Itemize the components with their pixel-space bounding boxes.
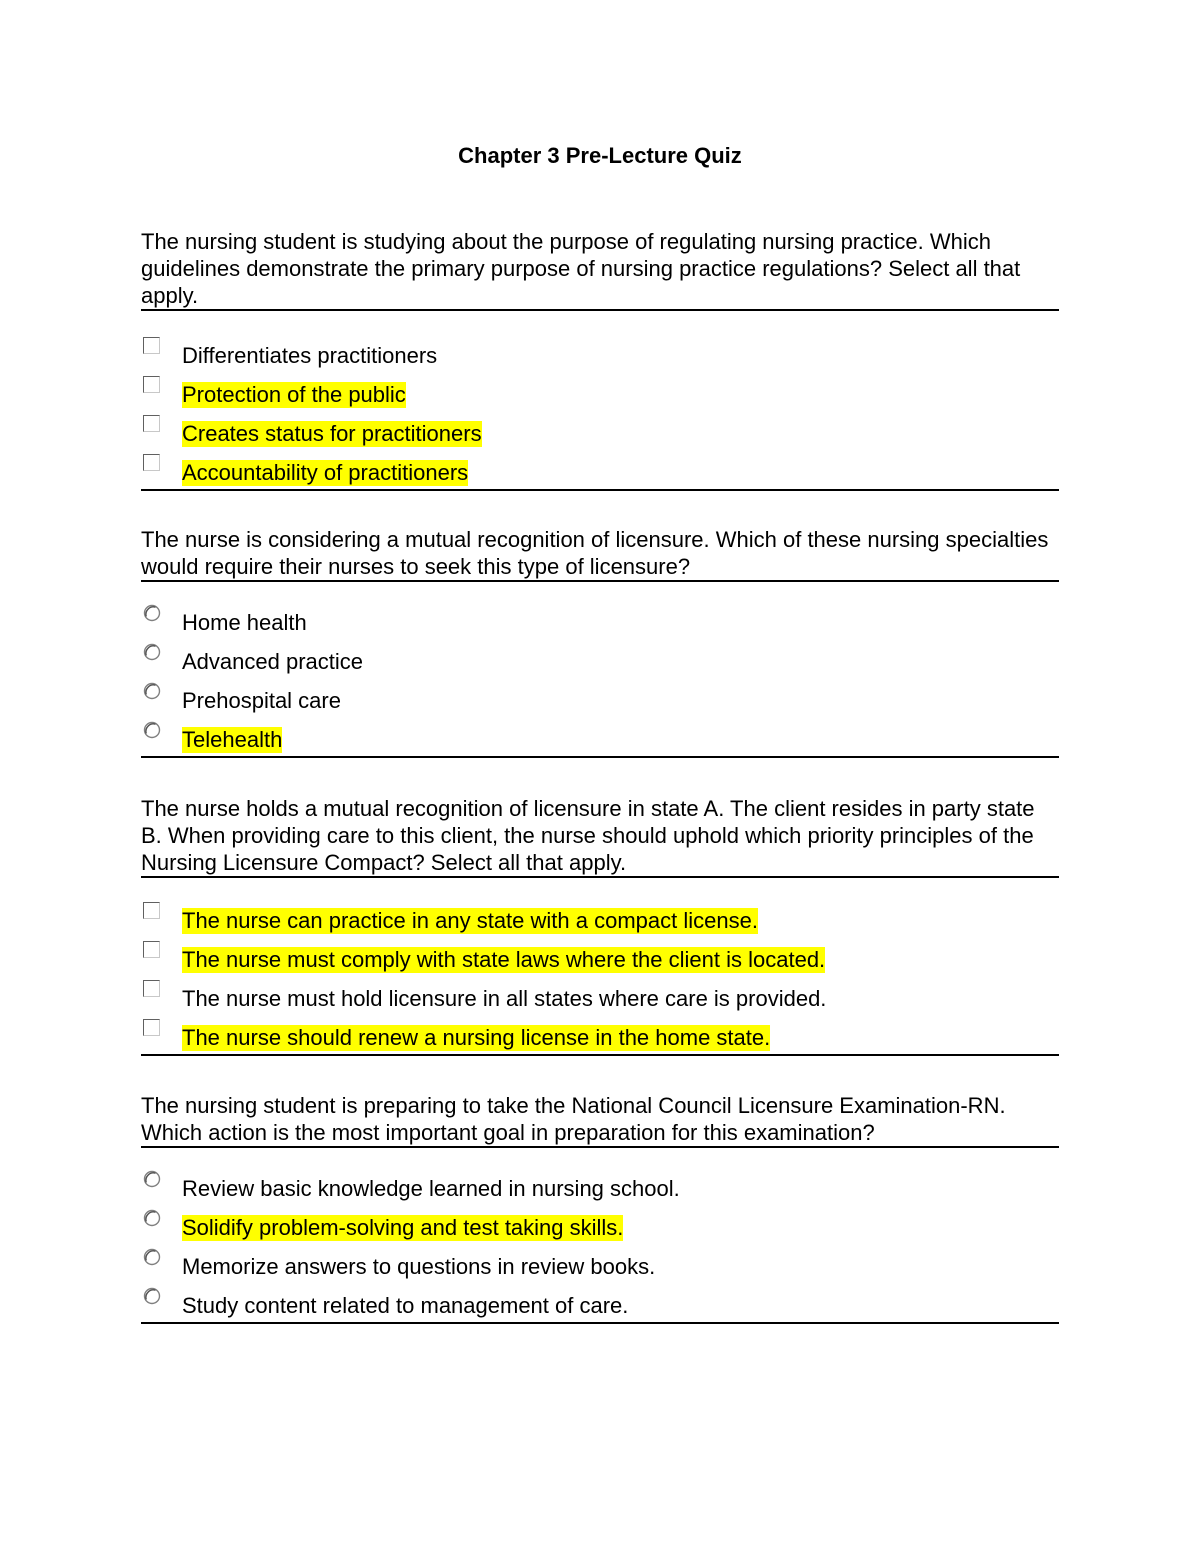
question-3 (141, 795, 1059, 1056)
answer-option[interactable] (141, 1015, 1059, 1054)
option-label: Home health (182, 610, 307, 635)
answer-option[interactable] (141, 411, 1059, 450)
radio-icon[interactable] (143, 1248, 160, 1265)
question-4 (141, 1092, 1059, 1324)
question-text: The nursing student is studying about the purpose of regulating nursing practice. Which guidelines demonstrate the primary purpose of nursing practice regulations? Select all that apply. (141, 228, 1059, 311)
answer-options (141, 600, 1059, 758)
radio-icon[interactable] (143, 604, 160, 621)
option-label: Study content related to management of care. (182, 1293, 629, 1318)
checkbox-icon[interactable] (143, 415, 160, 432)
answer-option[interactable] (141, 1283, 1059, 1322)
option-label: The nurse must comply with state laws where the client is located. (182, 947, 826, 972)
checkbox-icon[interactable] (143, 980, 160, 997)
option-label: The nurse can practice in any state with a compact license. (182, 908, 758, 933)
option-label: Accountability of practitioners (182, 460, 469, 485)
option-label: Creates status for practitioners (182, 421, 482, 446)
option-label: Protection of the public (182, 382, 406, 407)
answer-options (141, 333, 1059, 491)
question-2 (141, 526, 1059, 758)
checkbox-icon[interactable] (143, 454, 160, 471)
answer-options (141, 1166, 1059, 1324)
option-label: Prehospital care (182, 688, 341, 713)
radio-icon[interactable] (143, 643, 160, 660)
answer-option[interactable] (141, 937, 1059, 976)
answer-option[interactable] (141, 717, 1059, 756)
answer-options (141, 898, 1059, 1056)
answer-option[interactable] (141, 333, 1059, 372)
option-label: Telehealth (182, 727, 283, 752)
checkbox-icon[interactable] (143, 376, 160, 393)
answer-option[interactable] (141, 450, 1059, 489)
answer-option[interactable] (141, 1205, 1059, 1244)
option-label: Solidify problem-solving and test taking skills. (182, 1215, 624, 1240)
option-label: Differentiates practitioners (182, 343, 438, 368)
option-label: Advanced practice (182, 649, 363, 674)
checkbox-icon[interactable] (143, 902, 160, 919)
answer-option[interactable] (141, 639, 1059, 678)
page-title: Chapter 3 Pre-Lecture Quiz (458, 143, 742, 168)
radio-icon[interactable] (143, 1209, 160, 1226)
option-label: The nurse should renew a nursing license in the home state. (182, 1025, 771, 1050)
answer-option[interactable] (141, 600, 1059, 639)
answer-option[interactable] (141, 1166, 1059, 1205)
checkbox-icon[interactable] (143, 1019, 160, 1036)
question-text: The nurse is considering a mutual recognition of licensure. Which of these nursing specialties would require their nurses to seek this type of licensure? (141, 526, 1059, 582)
checkbox-icon[interactable] (143, 337, 160, 354)
answer-option[interactable] (141, 678, 1059, 717)
answer-option[interactable] (141, 976, 1059, 1015)
radio-icon[interactable] (143, 721, 160, 738)
answer-option[interactable] (141, 1244, 1059, 1283)
option-label: The nurse must hold licensure in all states where care is provided. (182, 986, 827, 1011)
answer-option[interactable] (141, 898, 1059, 937)
radio-icon[interactable] (143, 682, 160, 699)
option-label: Review basic knowledge learned in nursing school. (182, 1176, 680, 1201)
question-text: The nurse holds a mutual recognition of licensure in state A. The client resides in party state B. When providing care to this client, the nurse should uphold which priority principles of the Nursing Licensure Compact? Select all that apply. (141, 795, 1059, 878)
question-text: The nursing student is preparing to take the National Council Licensure Examination-RN. Which action is the most important goal in preparation for this examination? (141, 1092, 1059, 1148)
question-1 (141, 228, 1059, 491)
radio-icon[interactable] (143, 1170, 160, 1187)
option-label: Memorize answers to questions in review books. (182, 1254, 656, 1279)
radio-icon[interactable] (143, 1287, 160, 1304)
answer-option[interactable] (141, 372, 1059, 411)
checkbox-icon[interactable] (143, 941, 160, 958)
